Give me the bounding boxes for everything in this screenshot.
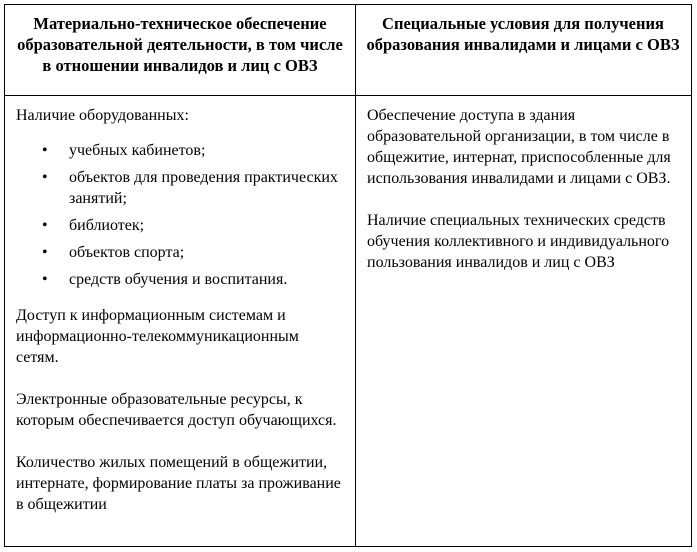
header-special-conditions: Специальные условия для получения образования инвалидами и лицами с ОВЗ bbox=[366, 14, 680, 54]
list-item bbox=[16, 215, 345, 236]
bullet-icon: • bbox=[42, 271, 48, 288]
material-support-cell bbox=[5, 96, 355, 515]
technical-means-paragraph: Наличие специальных технических средств обучения коллективного и индивидуального пользования инвалидов и лиц с ОВЗ bbox=[367, 212, 670, 271]
bullet-icon: • bbox=[42, 169, 48, 186]
list-item bbox=[16, 242, 345, 263]
access-paragraph: Обеспечение доступа в здания образовательной организации, в том числе в общежитие, интернат, приспособленные для использования инвалидами и лицами с ОВЗ. bbox=[367, 107, 671, 187]
equipment-intro: Наличие оборудованных: bbox=[16, 107, 189, 124]
e-resources-paragraph: Электронные образовательные ресурсы, к которым обеспечивается доступ обучающихся. bbox=[16, 391, 337, 429]
bullet-icon: • bbox=[42, 142, 48, 159]
list-item bbox=[16, 269, 345, 290]
bullet-icon: • bbox=[42, 244, 48, 261]
list-item bbox=[16, 167, 345, 209]
special-conditions-cell bbox=[355, 96, 691, 273]
list-item-text: учебных кабинетов; bbox=[69, 142, 206, 159]
list-item bbox=[16, 140, 345, 161]
conditions-table bbox=[4, 4, 692, 547]
info-systems-paragraph: Доступ к информационным системам и информационно-телекоммуникационным сетям. bbox=[16, 307, 299, 366]
list-item-text: объектов для проведения практических занятий; bbox=[69, 169, 338, 207]
bullet-icon: • bbox=[42, 217, 48, 234]
equipment-list bbox=[16, 140, 345, 290]
list-item-text: средств обучения и воспитания. bbox=[69, 271, 288, 288]
list-item-text: объектов спорта; bbox=[69, 244, 185, 261]
list-item-text: библиотек; bbox=[69, 217, 145, 234]
dormitory-paragraph: Количество жилых помещений в общежитии, интернате, формирование платы за проживание в общежитии bbox=[16, 454, 341, 513]
header-material-support: Материально-техническое обеспечение образовательной деятельности, в том числе в отношении инвалидов и лиц с ОВЗ bbox=[17, 14, 343, 75]
